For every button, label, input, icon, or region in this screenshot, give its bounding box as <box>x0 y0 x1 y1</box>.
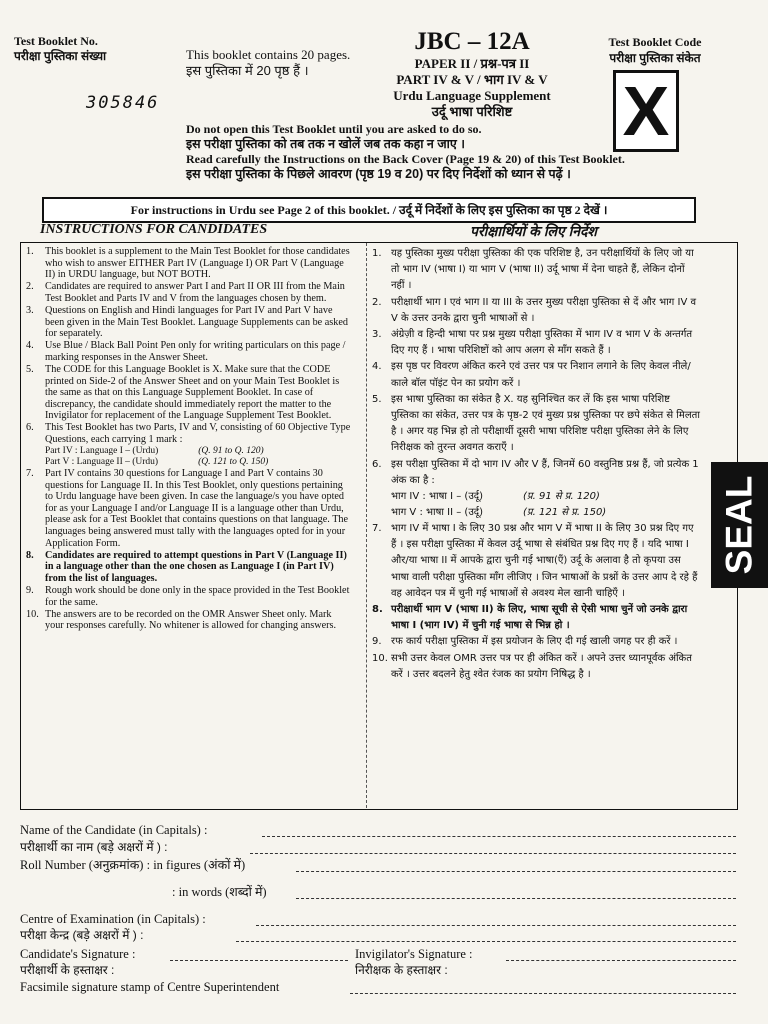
centre-label-hi: परीक्षा केन्द्र (बड़े अक्षरों में ) : <box>20 928 144 942</box>
instruction-number: 7. <box>26 468 34 480</box>
instruction-item <box>26 585 351 608</box>
instruction-item <box>372 634 700 650</box>
instruction-number: 7. <box>372 523 382 535</box>
supplement-title-en: Urdu Language Supplement <box>393 88 551 103</box>
roll-number-words-field[interactable] <box>296 898 736 899</box>
instruction-number: 3. <box>26 304 34 316</box>
instruction-text: इस भाषा पुस्तिका का संकेत है X. यह सुनिश्चित कर लें कि इस भाषा परिशिष्ट पुस्तिका का संकेत, उत्तर पत्र के पृष्ठ-2 एवं मुख्य प्रश्न पुस्तिका पर छपे संकेत से मिलता है । अगर यह भिन्न हो तो परीक्षार्थी दूसरी भाषा परिशिष्ट परीक्षा पुस्तिका लेने के लिए निरीक्षक को तुरन्त अवगत कराएँ । <box>391 393 700 454</box>
column-divider <box>366 243 367 808</box>
part-range: (प्र. 91 से प्र. 120) <box>523 491 600 503</box>
instruction-item <box>372 359 700 391</box>
instruction-text: The CODE for this Language Booklet is X. Make sure that the CODE printed on Side-2 of the Answer Sheet and on your Main Test Booklet is the same as that on this Language Supplement Booklet. In case of discrepancy, the candidate should immediately report the matter to the Invigilator for replacement of the Language Supplement Test Booklet. <box>45 363 340 422</box>
centre-field-2[interactable] <box>236 941 736 942</box>
instruction-text: Use Blue / Black Ball Point Pen only for writing particulars on this page / marking responses in the Answer Sheet. <box>45 340 346 363</box>
instruction-text: Candidates are required to attempt questions in Part V (Language II) in a language other than the one chosen as Language I (in Part IV) from the list of languages. <box>45 549 347 584</box>
warning-line: Do not open this Test Booklet until you are asked to do so. <box>186 122 482 136</box>
instruction-text: This Test Booklet has two Parts, IV and V, consisting of 60 Objective Type Questions, each carrying 1 mark : <box>45 422 351 445</box>
instruction-item <box>26 609 351 632</box>
instruction-number: 6. <box>26 422 34 434</box>
paper-number: PAPER II / प्रश्न-पत्र II <box>414 56 530 71</box>
instruction-item <box>372 392 700 457</box>
roll-number-figures-label: Roll Number (अनुक्रमांक) : in figures (अंकों में) <box>20 858 246 872</box>
candidate-name-field[interactable] <box>262 836 736 837</box>
invigilator-signature-label-hi: निरीक्षक के हस्ताक्षर : <box>355 963 448 977</box>
instructions-en <box>26 246 351 632</box>
instruction-text: परीक्षार्थी भाग V (भाषा II) के लिए, भाषा सूची से ऐसी भाषा चुनें जो उनके द्वारा भाषा I (भाग IV) में चुनी गई भाषा से भिन्न हो । <box>391 604 688 632</box>
instructions-title-en: INSTRUCTIONS FOR CANDIDATES <box>40 222 268 237</box>
booklet-code-label-hi: परीक्षा पुस्तिका संकेत <box>609 51 701 65</box>
candidate-name-field-2[interactable] <box>250 853 736 854</box>
part-line <box>372 505 700 521</box>
candidate-signature-label-en: Candidate's Signature : <box>20 947 136 961</box>
instruction-text: रफ कार्य परीक्षा पुस्तिका में इस प्रयोजन के लिए दी गई खाली जगह पर ही करें । <box>391 636 678 648</box>
instruction-item <box>372 521 700 602</box>
warning-line: Read carefully the Instructions on the Back Cover (Page 19 & 20) of this Test Booklet. <box>186 152 625 166</box>
instruction-text: Rough work should be done only in the space provided in the Test Booklet for the same. <box>45 585 350 608</box>
instruction-item <box>26 550 351 585</box>
roll-number-figures-field[interactable] <box>296 871 736 872</box>
candidate-signature-field[interactable] <box>170 960 348 961</box>
instruction-number: 8. <box>26 549 34 561</box>
instruction-number: 10. <box>26 608 39 620</box>
instruction-text: Questions on English and Hindi languages for Part IV and Part V have been given in the Main Test Booklet. Language Supplements can be asked for separately. <box>45 304 348 340</box>
supplement-title-hi: उर्दू भाषा परिशिष्ट <box>431 104 513 119</box>
instruction-number: 3. <box>372 329 382 341</box>
part-range: (प्र. 121 से प्र. 150) <box>523 507 607 519</box>
urdu-instructions-note: For instructions in Urdu see Page 2 of this booklet. / उर्दू में निर्देशों के लिए इस पुस्तिका का पृष्ठ 2 देखें । <box>42 197 696 223</box>
instruction-item <box>372 651 700 683</box>
instruction-text: Candidates are required to answer Part I and Part II OR III from the Main Test Booklet and Parts IV and V from the languages chosen by them. <box>45 281 345 304</box>
warning-line: इस परीक्षा पुस्तिका को तब तक न खोलें जब तक कहा न जाए । <box>186 137 465 151</box>
instruction-item <box>372 246 700 295</box>
candidate-signature-label-hi: परीक्षार्थी के हस्ताक्षर : <box>20 963 115 977</box>
instruction-text: इस पृष्ठ पर विवरण अंकित करने एवं उत्तर पत्र पर निशान लगाने के लिए केवल नीले/काले बॉल पॉइंट पेन का प्रयोग करें । <box>391 361 691 389</box>
part-line <box>26 446 351 457</box>
instruction-number: 6. <box>372 458 382 470</box>
instruction-item <box>372 602 700 634</box>
superintendent-stamp-field[interactable] <box>350 993 736 994</box>
warning-block <box>186 122 726 182</box>
instruction-item <box>26 246 351 281</box>
candidate-name-label-hi: परीक्षार्थी का नाम (बड़े अक्षरों में ) : <box>20 840 168 854</box>
paper-parts: PART IV & V / भाग IV & V <box>396 72 548 87</box>
instruction-text: This booklet is a supplement to the Main Test Booklet for those candidates who wish to answer EITHER Part IV (Language I) OR Part V (Language II) in URDU language, but NOT BOTH. <box>45 246 350 281</box>
centre-field[interactable] <box>256 925 736 926</box>
instruction-item <box>26 422 351 445</box>
instructions-hi <box>372 246 700 683</box>
instruction-number: 10. <box>372 652 388 664</box>
seal-tab <box>711 462 768 588</box>
roll-number-words-label: : in words (शब्दों में) <box>172 885 267 899</box>
instruction-number: 1. <box>372 248 382 259</box>
instruction-text: भाग IV में भाषा I के लिए 30 प्रश्न और भाग V में भाषा II के लिए 30 प्रश्न दिए गए हैं । इस परीक्षा पुस्तिका में केवल उर्दू भाषा से संबंधित प्रश्न दिए गए हैं । यदि भाषा I और/या भाषा II में आपके द्वारा चुनी गई भाषा(एँ) उर्दू के अलावा है तो कृपया उस भाषा वाली परीक्षा पुस्तिका माँग लीजिए । जिन भाषाओं के प्रश्नों के उत्तर आप दे रहे हैं वह आवेदन पत्र में चुनी गई भाषाओं से अवश्य मेल खानी चाहिएँ । <box>391 523 698 599</box>
booklet-code-label <box>590 34 720 66</box>
instruction-number: 5. <box>26 363 34 375</box>
instruction-number: 4. <box>372 361 382 373</box>
instruction-item <box>26 468 351 549</box>
page-count-en: This booklet contains 20 pages. <box>186 47 351 62</box>
instruction-text: अंग्रेज़ी व हिन्दी भाषा पर प्रश्न मुख्य परीक्षा पुस्तिका में भाग IV व भाग V के अन्तर्गत दिए गए हैं । भाषा परिशिष्टों को आप अलग से माँग सकते हैं । <box>391 329 693 357</box>
seal-label: SEAL <box>718 475 760 575</box>
instruction-text: सभी उत्तर केवल OMR उत्तर पत्र पर ही अंकित करें । अपने उत्तर ध्यानपूर्वक अंकित करें । उत्तर बदलने हेतु श्वेत रंजक का प्रयोग निषिद्ध है । <box>391 652 692 680</box>
instruction-number: 9. <box>26 585 34 597</box>
booklet-number: 305846 <box>86 93 160 113</box>
part-line <box>372 489 700 505</box>
instruction-number: 9. <box>372 636 382 648</box>
instruction-item <box>372 457 700 489</box>
booklet-number-label <box>14 34 106 64</box>
warning-line: इस परीक्षा पुस्तिका के पिछले आवरण (पृष्ठ 19 व 20) पर दिए निर्देशों को ध्यान से पढ़ें । <box>186 167 571 181</box>
part-label: भाग V : भाषा II – (उर्दू) <box>391 507 484 519</box>
part-range: (Q. 121 to Q. 150) <box>198 457 269 468</box>
part-label: भाग IV : भाषा I – (उर्दू) <box>391 491 484 503</box>
candidate-name-label-en: Name of the Candidate (in Capitals) : <box>20 823 208 837</box>
instruction-number: 2. <box>372 296 382 308</box>
instructions-title-hi: परीक्षार्थियों के लिए निर्देश <box>470 223 597 239</box>
instruction-number: 5. <box>372 393 382 405</box>
instruction-item <box>26 340 351 363</box>
part-label: Part IV : Language I – (Urdu) <box>45 446 159 457</box>
page-count-note <box>186 47 350 79</box>
booklet-number-label-en: Test Booklet No. <box>14 34 98 48</box>
part-label: Part V : Language II – (Urdu) <box>45 457 159 468</box>
superintendent-stamp-label: Facsimile signature stamp of Centre Superintendent <box>20 980 280 994</box>
booklet-code-letter: X <box>622 72 670 150</box>
instruction-text: यह पुस्तिका मुख्य परीक्षा पुस्तिका की एक परिशिष्ट है, उन परीक्षार्थियों के लिए जो या तो भाग IV (भाषा I) या भाग V (भाषा II) उर्दू भाषा में देना चाहते हैं, लेकिन दोनों नहीं । <box>391 248 694 292</box>
instruction-text: Part IV contains 30 questions for Language I and Part V contains 30 questions for Language II. In this Test Booklet, only questions pertaining to Urdu language have been given. In case the language/s you have opted for as your Language I and/or Language II is a language other than Urdu, please ask for a Test Booklet that contains questions on that language. The languages being answered must tally with the languages opted for in your Application Form. <box>45 468 349 549</box>
part-range: (Q. 91 to Q. 120) <box>198 446 264 457</box>
instruction-number: 2. <box>26 281 34 293</box>
instruction-number: 8. <box>372 604 383 616</box>
instruction-item <box>26 305 351 340</box>
booklet-code-label-en: Test Booklet Code <box>608 35 702 49</box>
invigilator-signature-field[interactable] <box>506 960 736 961</box>
instruction-number: 4. <box>26 340 34 352</box>
paper-code: JBC – 12A <box>414 28 530 55</box>
paper-header <box>362 28 582 120</box>
invigilator-signature-label-en: Invigilator's Signature : <box>355 947 473 961</box>
instruction-text: The answers are to be recorded on the OMR Answer Sheet only. Mark your responses carefully. No whitener is allowed for changing answers. <box>45 608 337 632</box>
instruction-number: 1. <box>26 246 34 257</box>
centre-label-en: Centre of Examination (in Capitals) : <box>20 912 206 926</box>
instruction-item <box>372 295 700 327</box>
instruction-item <box>372 327 700 359</box>
page-count-hi: इस पुस्तिका में 20 पृष्ठ हैं । <box>186 63 309 78</box>
booklet-number-label-hi: परीक्षा पुस्तिका संख्या <box>14 49 107 63</box>
instruction-text: परीक्षार्थी भाग I एवं भाग II या III के उत्तर मुख्य परीक्षा पुस्तिका से दें और भाग IV व V के उत्तर उनके द्वारा चुनी भाषाओं से । <box>391 296 697 324</box>
instruction-item <box>26 364 351 422</box>
instruction-item <box>26 281 351 304</box>
part-line <box>26 457 351 468</box>
instruction-text: इस परीक्षा पुस्तिका में दो भाग IV और V हैं, जिनमें 60 वस्तुनिष्ठ प्रश्न हैं, जो प्रत्येक 1 अंक का है : <box>391 458 699 486</box>
